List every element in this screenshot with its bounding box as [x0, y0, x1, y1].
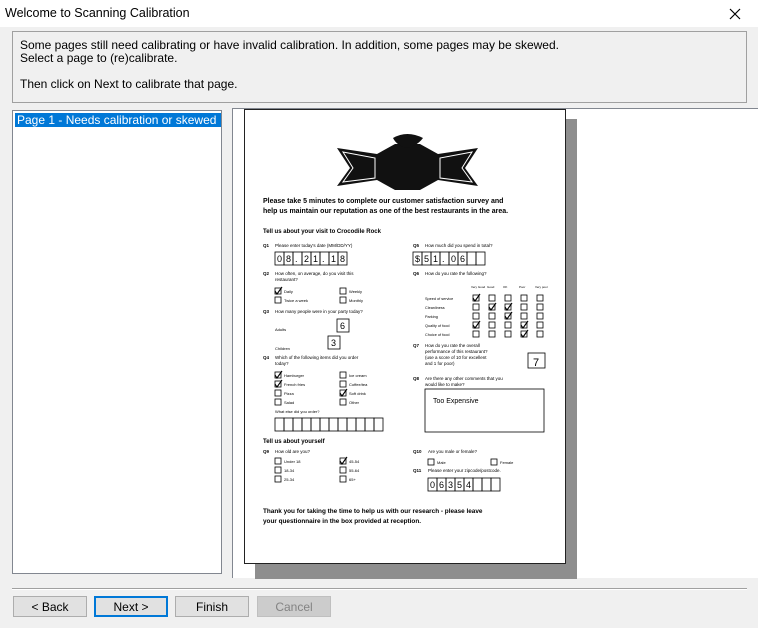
form-text: Male	[437, 460, 446, 465]
form-text: Salad	[284, 400, 295, 405]
form-checkbox	[473, 313, 479, 319]
form-section-title: Tell us about your visit to Crocodile Rock	[263, 229, 381, 235]
form-text: Coffee/tea	[349, 382, 368, 387]
form-checkbox	[275, 467, 281, 473]
form-text: 7	[533, 357, 540, 369]
form-text: Q10	[413, 449, 422, 454]
q11-answer-box	[491, 478, 500, 491]
q11-answer-digit: 3	[448, 480, 454, 490]
form-checkbox	[505, 322, 511, 328]
form-text: How often, on average, do you visit this	[275, 271, 354, 276]
form-checkbox	[275, 399, 281, 405]
form-text: 3	[331, 338, 337, 348]
form-checkbox	[537, 331, 543, 337]
form-text: Adults	[275, 327, 287, 332]
instructions-line-1: Some pages still need calibrating or have invalid calibration. In addition, some pages may be skewed.	[20, 38, 559, 52]
form-text: Q7	[413, 343, 420, 348]
form-text: Female	[500, 460, 514, 465]
q4-other-box	[338, 418, 347, 431]
form-checkbox	[340, 372, 346, 378]
form-checkbox	[489, 322, 495, 328]
form-checkbox	[521, 304, 527, 310]
form-text: Q2	[263, 271, 270, 276]
form-closing: Thank you for taking the time to help us with our research - please leave	[263, 508, 483, 515]
form-text: (use a score of 10 for excellent	[425, 355, 487, 360]
form-text: OK	[503, 285, 508, 289]
form-checkbox	[340, 288, 346, 294]
form-checkbox	[340, 467, 346, 473]
form-checkbox	[473, 304, 479, 310]
form-checkbox	[537, 295, 543, 301]
form-intro: help us maintain our reputation as one of the best restaurants in the area.	[263, 208, 509, 215]
form-text: performance of this restaurant?	[425, 349, 488, 354]
form-text: Hamburger	[284, 373, 305, 378]
q4-other-box	[275, 418, 284, 431]
q4-other-box	[356, 418, 365, 431]
q4-other-box	[284, 418, 293, 431]
form-checkbox	[489, 313, 495, 319]
q5-answer-box	[476, 252, 485, 265]
form-text: What else did you order?	[275, 409, 320, 414]
q11-answer-digit: 0	[430, 480, 436, 490]
q4-other-box	[365, 418, 374, 431]
form-checkbox	[428, 459, 434, 465]
form-checkbox	[491, 459, 497, 465]
q4-other-box	[311, 418, 320, 431]
form-checkbox	[489, 331, 495, 337]
form-text: and 1 for poor)	[425, 361, 455, 366]
form-text: Ice cream	[349, 373, 367, 378]
form-text: How many people were in your party today?	[275, 309, 363, 314]
form-text: Cleanliness	[425, 306, 445, 310]
instructions-line-3: Then click on Next to calibrate that page.	[20, 77, 238, 91]
q1-answer-digit: 0	[277, 254, 283, 264]
form-text: 55-64	[349, 468, 360, 473]
form-text: Children	[275, 346, 290, 351]
form-checkbox	[340, 399, 346, 405]
form-text: Q8	[413, 376, 420, 381]
q4-other-box	[320, 418, 329, 431]
window-title: Welcome to Scanning Calibration	[5, 6, 190, 20]
q5-answer-digit: $	[415, 254, 421, 264]
form-text: How do you rate the following?	[425, 271, 487, 276]
q1-answer-digit: 8	[340, 254, 346, 264]
form-text: How much did you spend in total?	[425, 243, 493, 248]
q11-answer-box	[482, 478, 491, 491]
q11-answer-digit: 5	[457, 480, 463, 490]
form-text: Pizza	[284, 391, 294, 396]
form-intro: Please take 5 minutes to complete our customer satisfaction survey and	[263, 198, 504, 205]
form-text: Soft drink	[349, 391, 366, 396]
q1-answer-digit: .	[322, 254, 325, 264]
form-text: Daily	[284, 289, 293, 294]
form-text: Poor	[519, 285, 526, 289]
q1-answer-digit: .	[295, 254, 298, 264]
q5-answer-digit: 6	[460, 254, 466, 264]
form-checkbox	[275, 297, 281, 303]
form-text: 18-34	[284, 468, 295, 473]
form-text: Q11	[413, 468, 422, 473]
q1-answer-digit: 8	[286, 254, 292, 264]
form-text: 45-54	[349, 459, 360, 464]
form-checkbox	[537, 322, 543, 328]
page-preview	[232, 108, 758, 578]
title-bar	[0, 0, 758, 27]
q5-answer-digit: 0	[451, 254, 457, 264]
q11-answer-digit: 4	[466, 480, 472, 490]
q4-other-box	[302, 418, 311, 431]
form-text: Q9	[263, 449, 270, 454]
form-text: Good	[487, 285, 495, 289]
form-text: Parking	[425, 315, 438, 319]
close-icon[interactable]	[712, 0, 758, 27]
form-text: Q1	[263, 243, 270, 248]
form-text: Q4	[263, 355, 270, 360]
form-checkbox	[521, 313, 527, 319]
q1-answer-digit: 1	[331, 254, 337, 264]
page-list[interactable]	[12, 110, 222, 574]
q11-answer-digit: 6	[439, 480, 445, 490]
form-checkbox	[505, 331, 511, 337]
form-text: Weekly	[349, 289, 363, 294]
instructions-panel	[12, 31, 747, 103]
form-text: Very poor	[535, 285, 548, 289]
form-text: restaurant?	[275, 277, 298, 282]
form-text: Are there any other comments that you	[425, 376, 503, 381]
form-checkbox	[505, 295, 511, 301]
form-text: Are you male or female?	[428, 449, 478, 454]
next-button[interactable]: Next >	[94, 596, 168, 617]
form-text: How old are you?	[275, 449, 311, 454]
cancel-button: Cancel	[257, 596, 331, 617]
form-text: Choice of food	[425, 333, 450, 337]
q4-other-box	[329, 418, 338, 431]
form-text: Twice a week	[284, 298, 309, 303]
q4-other-box	[374, 418, 383, 431]
form-text: today?	[275, 361, 289, 366]
form-checkbox	[275, 458, 281, 464]
form-text: Very Good	[471, 285, 486, 289]
back-button[interactable]: < Back	[13, 596, 87, 617]
form-text: 65+	[349, 477, 356, 482]
q1-answer-digit: 2	[304, 254, 310, 264]
q8-comment-box	[425, 389, 544, 432]
form-checkbox	[489, 295, 495, 301]
form-text: Q5	[413, 243, 420, 248]
form-text: Which of the following items did you order	[275, 355, 359, 360]
form-text: Under 18	[284, 459, 301, 464]
page-list-item[interactable]: Page 1 - Needs calibration or skewed	[15, 113, 221, 127]
form-text: 6	[340, 321, 346, 331]
finish-button[interactable]: Finish	[175, 596, 249, 617]
form-text: Q6	[413, 271, 420, 276]
q5-answer-box	[467, 252, 476, 265]
form-checkbox	[473, 331, 479, 337]
q5-answer-digit: .	[442, 254, 445, 264]
logo-banner	[337, 144, 478, 190]
form-checkbox	[340, 381, 346, 387]
form-text: Please enter today's date (MM/DD/YY)	[275, 243, 353, 248]
form-checkbox	[340, 476, 346, 482]
form-text: 25-34	[284, 477, 295, 482]
form-checkbox	[521, 295, 527, 301]
q4-other-box	[293, 418, 302, 431]
q11-answer-box	[473, 478, 482, 491]
form-text: Quality of food	[425, 324, 450, 328]
form-text: Monthly	[349, 298, 364, 303]
form-text: Other	[349, 400, 360, 405]
scanned-page	[244, 109, 566, 564]
form-checkbox	[275, 390, 281, 396]
form-checkbox	[340, 297, 346, 303]
instructions-line-2: Select a page to (re)calibrate.	[20, 51, 178, 65]
form-checkbox	[275, 476, 281, 482]
form-closing: your questionnaire in the box provided at reception.	[263, 518, 422, 525]
form-text: French fries	[284, 382, 306, 387]
q5-answer-digit: 1	[433, 254, 439, 264]
form-text: How do you rate the overall	[425, 343, 480, 348]
form-text: Q3	[263, 309, 270, 314]
divider	[12, 588, 747, 590]
form-text: would like to make?	[425, 382, 465, 387]
form-text: Speed of service	[425, 297, 454, 301]
form-checkbox	[537, 313, 543, 319]
form-text: Please enter your zipcode/postcode.	[428, 468, 501, 473]
q8-answer: Too Expensive	[433, 398, 479, 405]
q4-other-box	[347, 418, 356, 431]
q1-answer-digit: 1	[313, 254, 319, 264]
q5-answer-digit: 5	[424, 254, 430, 264]
form-section-title: Tell us about yourself	[263, 439, 325, 445]
form-checkbox	[537, 304, 543, 310]
